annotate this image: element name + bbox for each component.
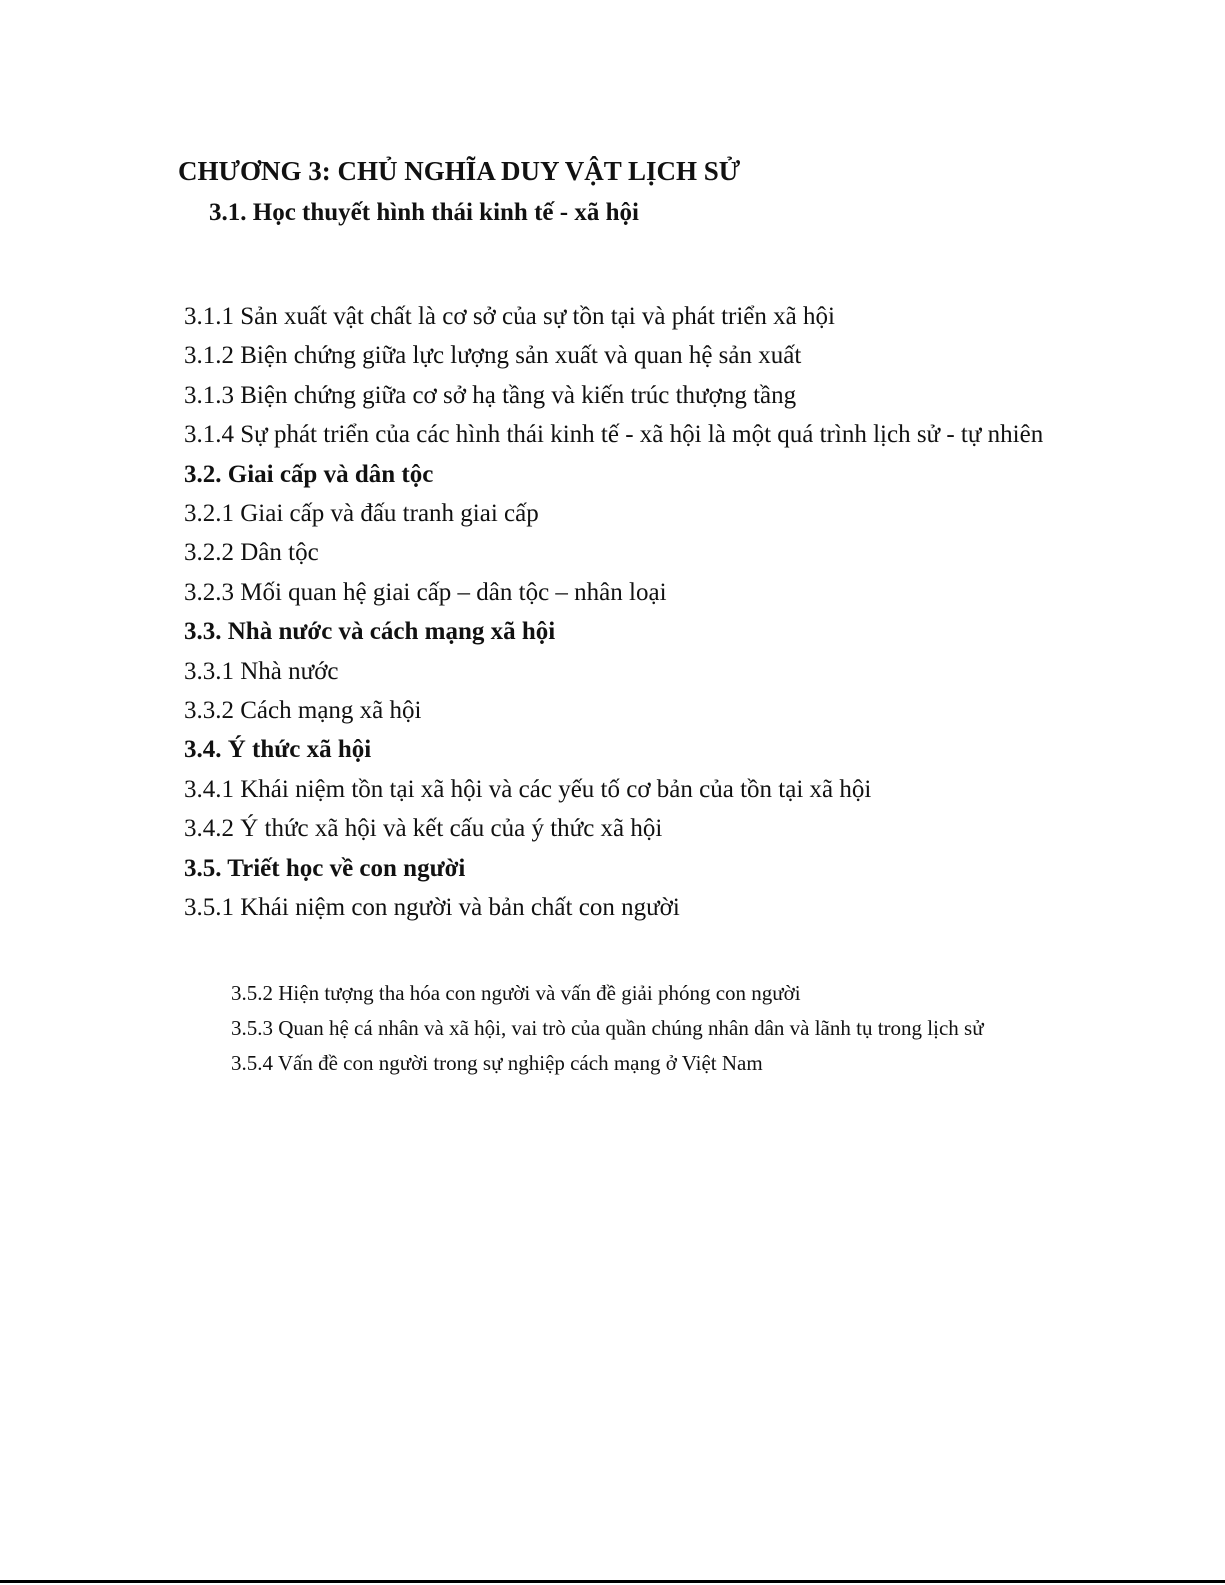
- toc-item-3-3-2: 3.3.2 Cách mạng xã hội: [184, 697, 422, 725]
- toc-item-3-4-2: 3.4.2 Ý thức xã hội và kết cấu của ý thức xã hội: [184, 815, 663, 843]
- toc-item-3-4-1: 3.4.1 Khái niệm tồn tại xã hội và các yếu tố cơ bản của tồn tại xã hội: [184, 775, 872, 803]
- toc-item-3-1-4: 3.1.4 Sự phát triển của các hình thái kinh tế - xã hội là một quá trình lịch sử - tự nhiên: [184, 421, 1044, 449]
- page-bottom-border: [0, 1580, 1225, 1583]
- toc-item-3-2-1: 3.2.1 Giai cấp và đấu tranh giai cấp: [184, 500, 539, 528]
- toc-item-3-5-2: 3.5.2 Hiện tượng tha hóa con người và vấn đề giải phóng con người: [231, 981, 801, 1005]
- table-of-contents: [184, 297, 1074, 928]
- section-heading-3-4: 3.4. Ý thức xã hội: [184, 736, 372, 764]
- section-heading-3-5: 3.5. Triết học về con người: [184, 854, 466, 882]
- toc-item-3-5-3: 3.5.3 Quan hệ cá nhân và xã hội, vai trò của quần chúng nhân dân và lãnh tụ trong lịch sử: [231, 1016, 984, 1040]
- section-heading-3-3: 3.3. Nhà nước và cách mạng xã hội: [184, 618, 556, 646]
- chapter-title: CHƯƠNG 3: CHỦ NGHĨA DUY VẬT LỊCH SỬ: [178, 156, 741, 186]
- toc-item-3-2-3: 3.2.3 Mối quan hệ giai cấp – dân tộc – nhân loại: [184, 578, 667, 606]
- toc-item-3-1-1: 3.1.1 Sản xuất vật chất là cơ sở của sự tồn tại và phát triển xã hội: [184, 303, 835, 330]
- subsection-list-small: [231, 976, 1031, 1081]
- toc-item-3-1-2: 3.1.2 Biện chứng giữa lực lượng sản xuất và quan hệ sản xuất: [184, 342, 802, 370]
- toc-item-3-1-3: 3.1.3 Biện chứng giữa cơ sở hạ tầng và kiến trúc thượng tầng: [184, 381, 797, 409]
- toc-item-3-5-4: 3.5.4 Vấn đề con người trong sự nghiệp cách mạng ở Việt Nam: [231, 1051, 763, 1075]
- toc-item-3-2-2: 3.2.2 Dân tộc: [184, 539, 319, 567]
- section-heading-3-2: 3.2. Giai cấp và dân tộc: [184, 460, 434, 488]
- toc-item-3-5-1: 3.5.1 Khái niệm con người và bản chất con người: [184, 894, 680, 922]
- toc-item-3-3-1: 3.3.1 Nhà nước: [184, 657, 339, 685]
- section-heading-3-1: 3.1. Học thuyết hình thái kinh tế - xã hội: [209, 199, 639, 226]
